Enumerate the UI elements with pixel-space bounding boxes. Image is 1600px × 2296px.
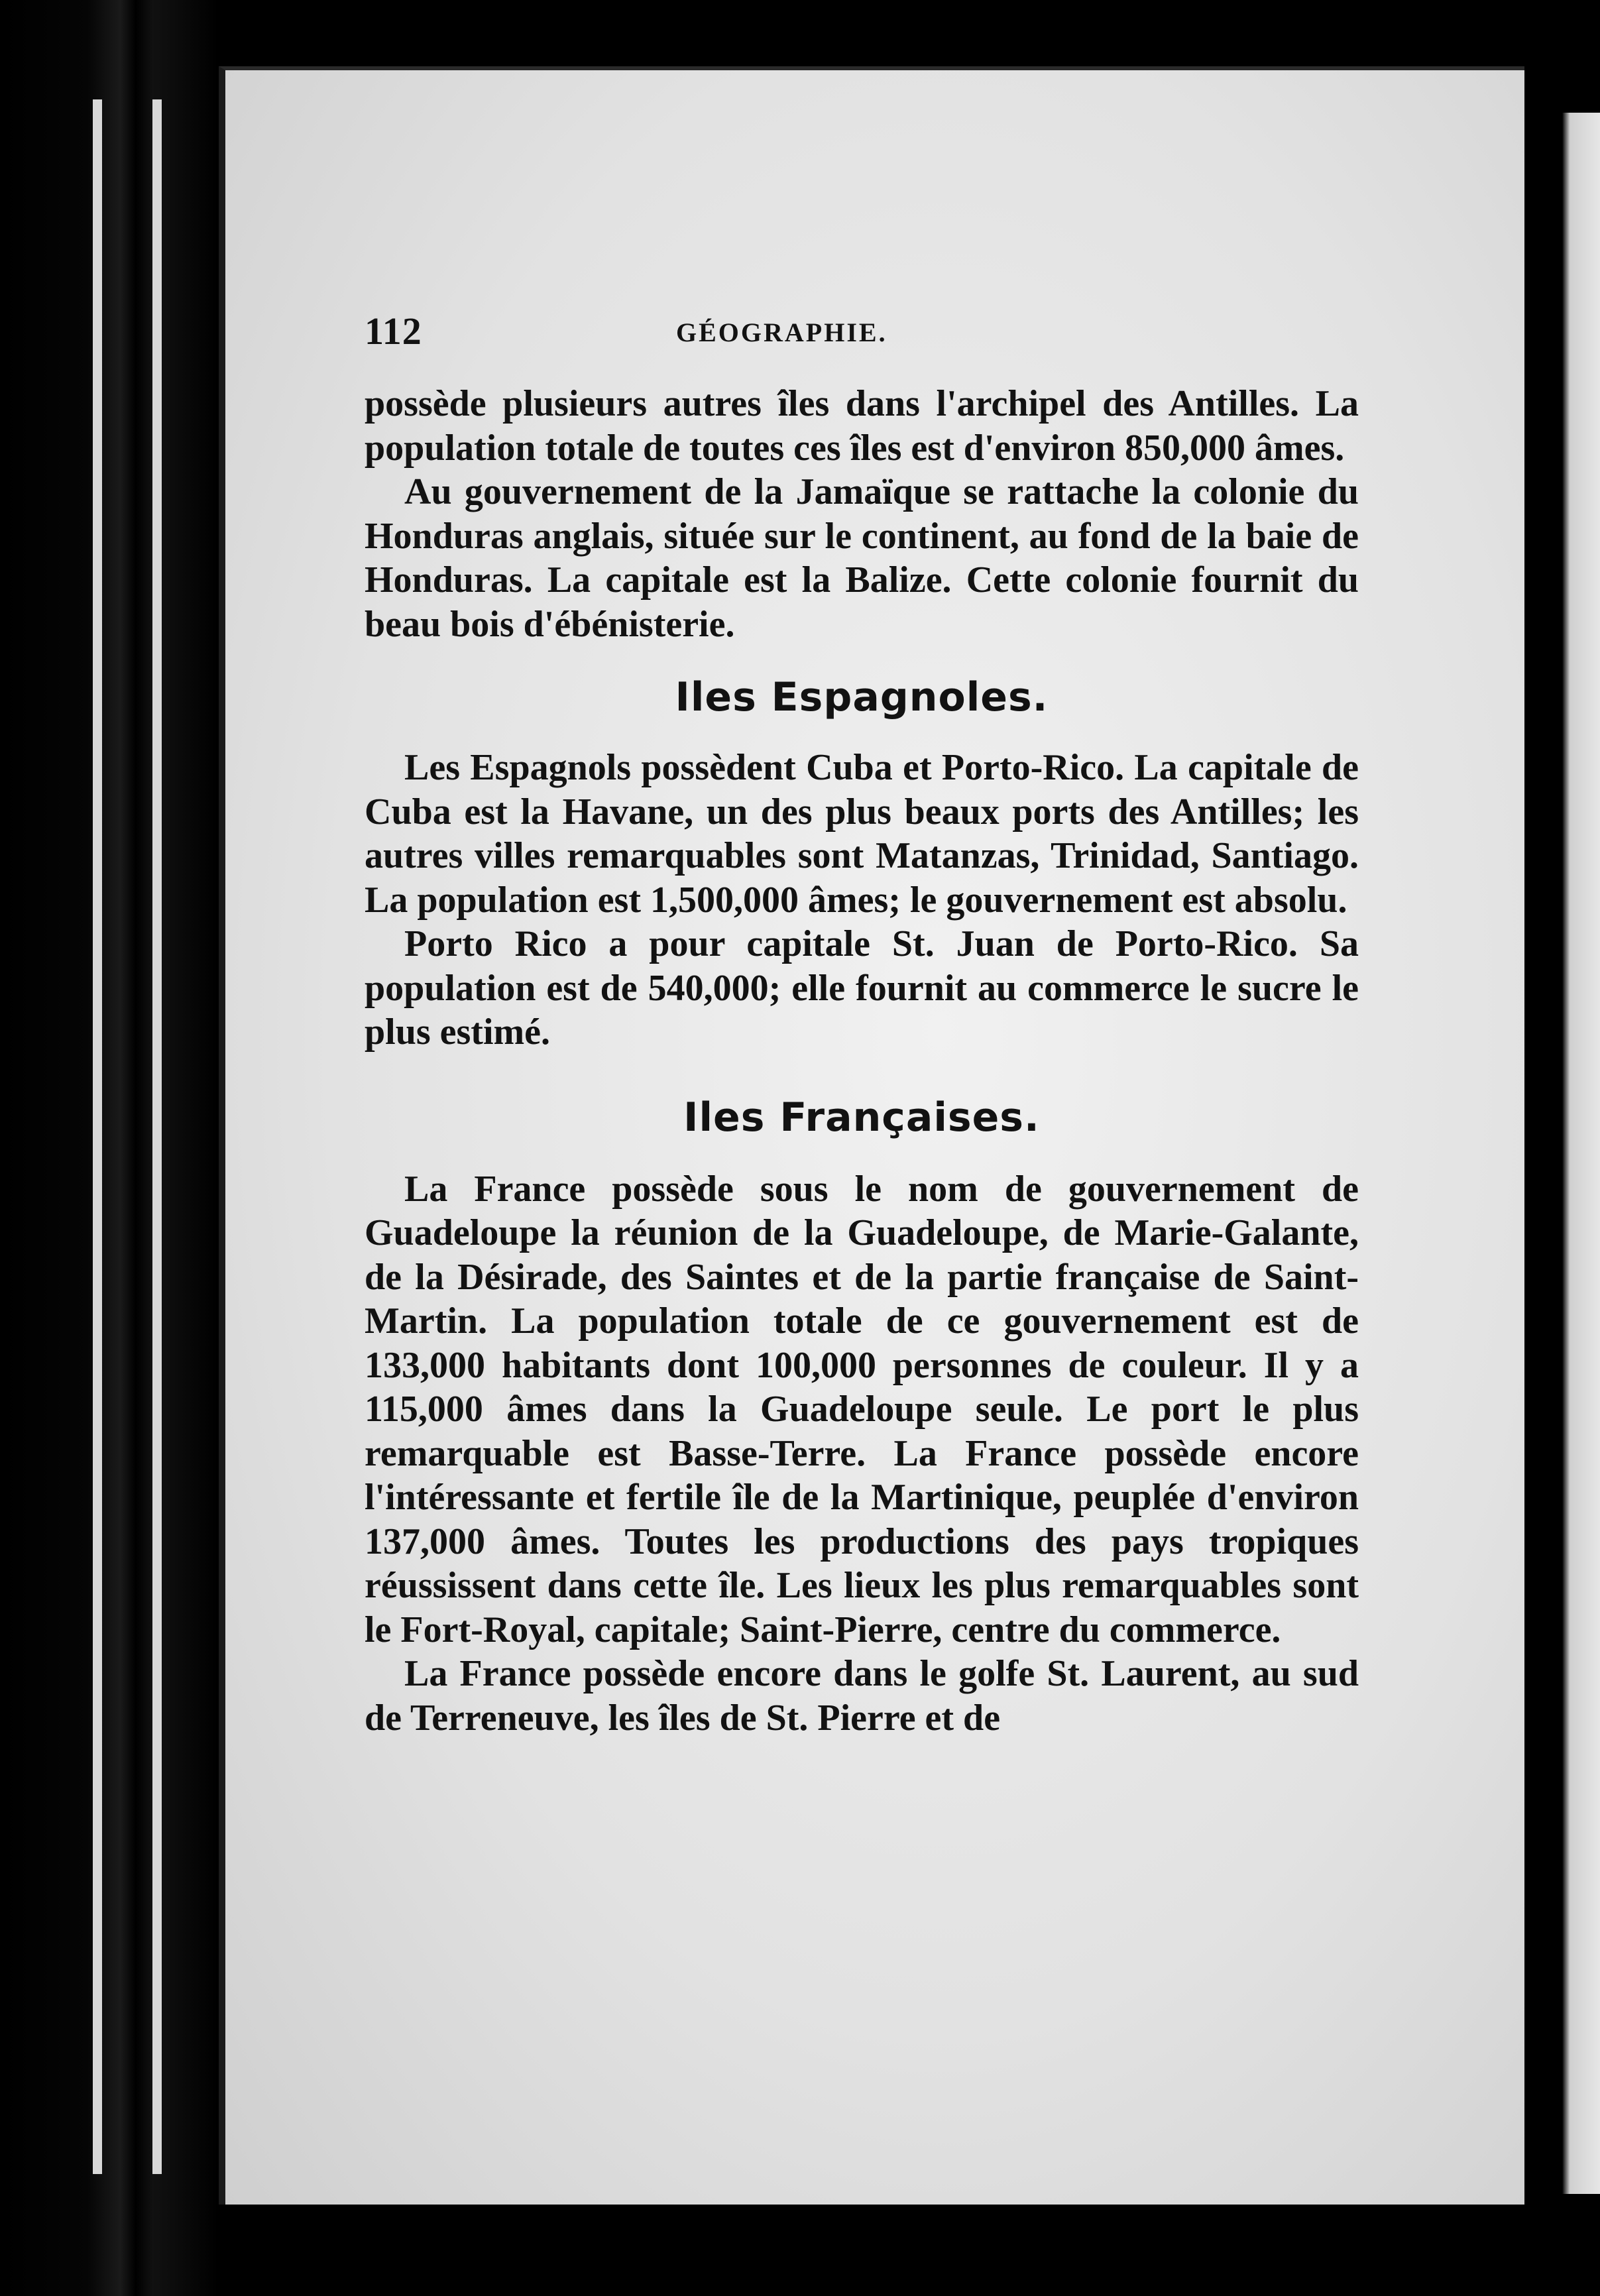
paragraph-st-laurent: La France possède encore dans le golfe St. Laurent, au sud de Terreneuve, les îles de St. Pierre et de [365,1653,1359,1739]
page-number: 112 [365,310,422,353]
binding-stripe [93,99,102,2174]
book-page [219,66,1524,2205]
page-text [365,309,1359,1740]
paragraph-espagnols: Les Espagnols possèdent Cuba et Porto-Rico. La capitale de Cuba est la Havane, un des plus beaux ports des Antilles; les autres villes remarquables sont Matanzas, Trinidad, Santiago. La population est 1,500,000 âmes; le gouvernement est absolu. [365,747,1359,921]
running-title: GÉOGRAPHIE. [676,317,887,347]
paragraph-france: La France possède sous le nom de gouvernement de Guadeloupe la réunion de la Guadeloupe, de Marie-Galante, de la Désirade, des Saintes et de la partie française de Saint-Martin. La population totale de ce gouvernement est de 133,000 habitants dont 100,000 personnes de couleur. Il y a 115,000 âmes dans la Guadeloupe seule. Le port le plus remarquable est Basse-Terre. La France possède encore l'intéressante et fertile île de la Martinique, peuplée d'environ 137,000 âmes. Toutes les productions des pays tropiques réussissent dans cette île. Les lieux les plus remarquables sont le Fort-Royal, capitale; Saint-Pierre, centre du commerce. [365,1168,1359,1650]
running-head [365,309,1359,382]
section-heading-espagnoles: Iles Espagnoles. [675,674,1049,720]
paragraph-jamaique: Au gouvernement de la Jamaïque se rattache la colonie du Honduras anglais, située sur le continent, au fond de la baie de Honduras. La capitale est la Balize. Cette colonie fournit du beau bois d'ébénisterie. [365,471,1359,645]
paragraph-porto-rico: Porto Rico a pour capitale St. Juan de Porto-Rico. Sa population est de 540,000; elle fournit au commerce le sucre le plus estimé. [365,923,1359,1053]
binding-stripe [152,99,162,2174]
microfilm-left-binding [0,0,219,2296]
section-heading-francaises: Iles Françaises. [683,1094,1040,1141]
adjacent-page-edge [1524,113,1600,2194]
paragraph-continuation: possède plusieurs autres îles dans l'archipel des Antilles. La population totale de toutes ces îles est d'environ 850,000 âmes. [365,383,1359,469]
